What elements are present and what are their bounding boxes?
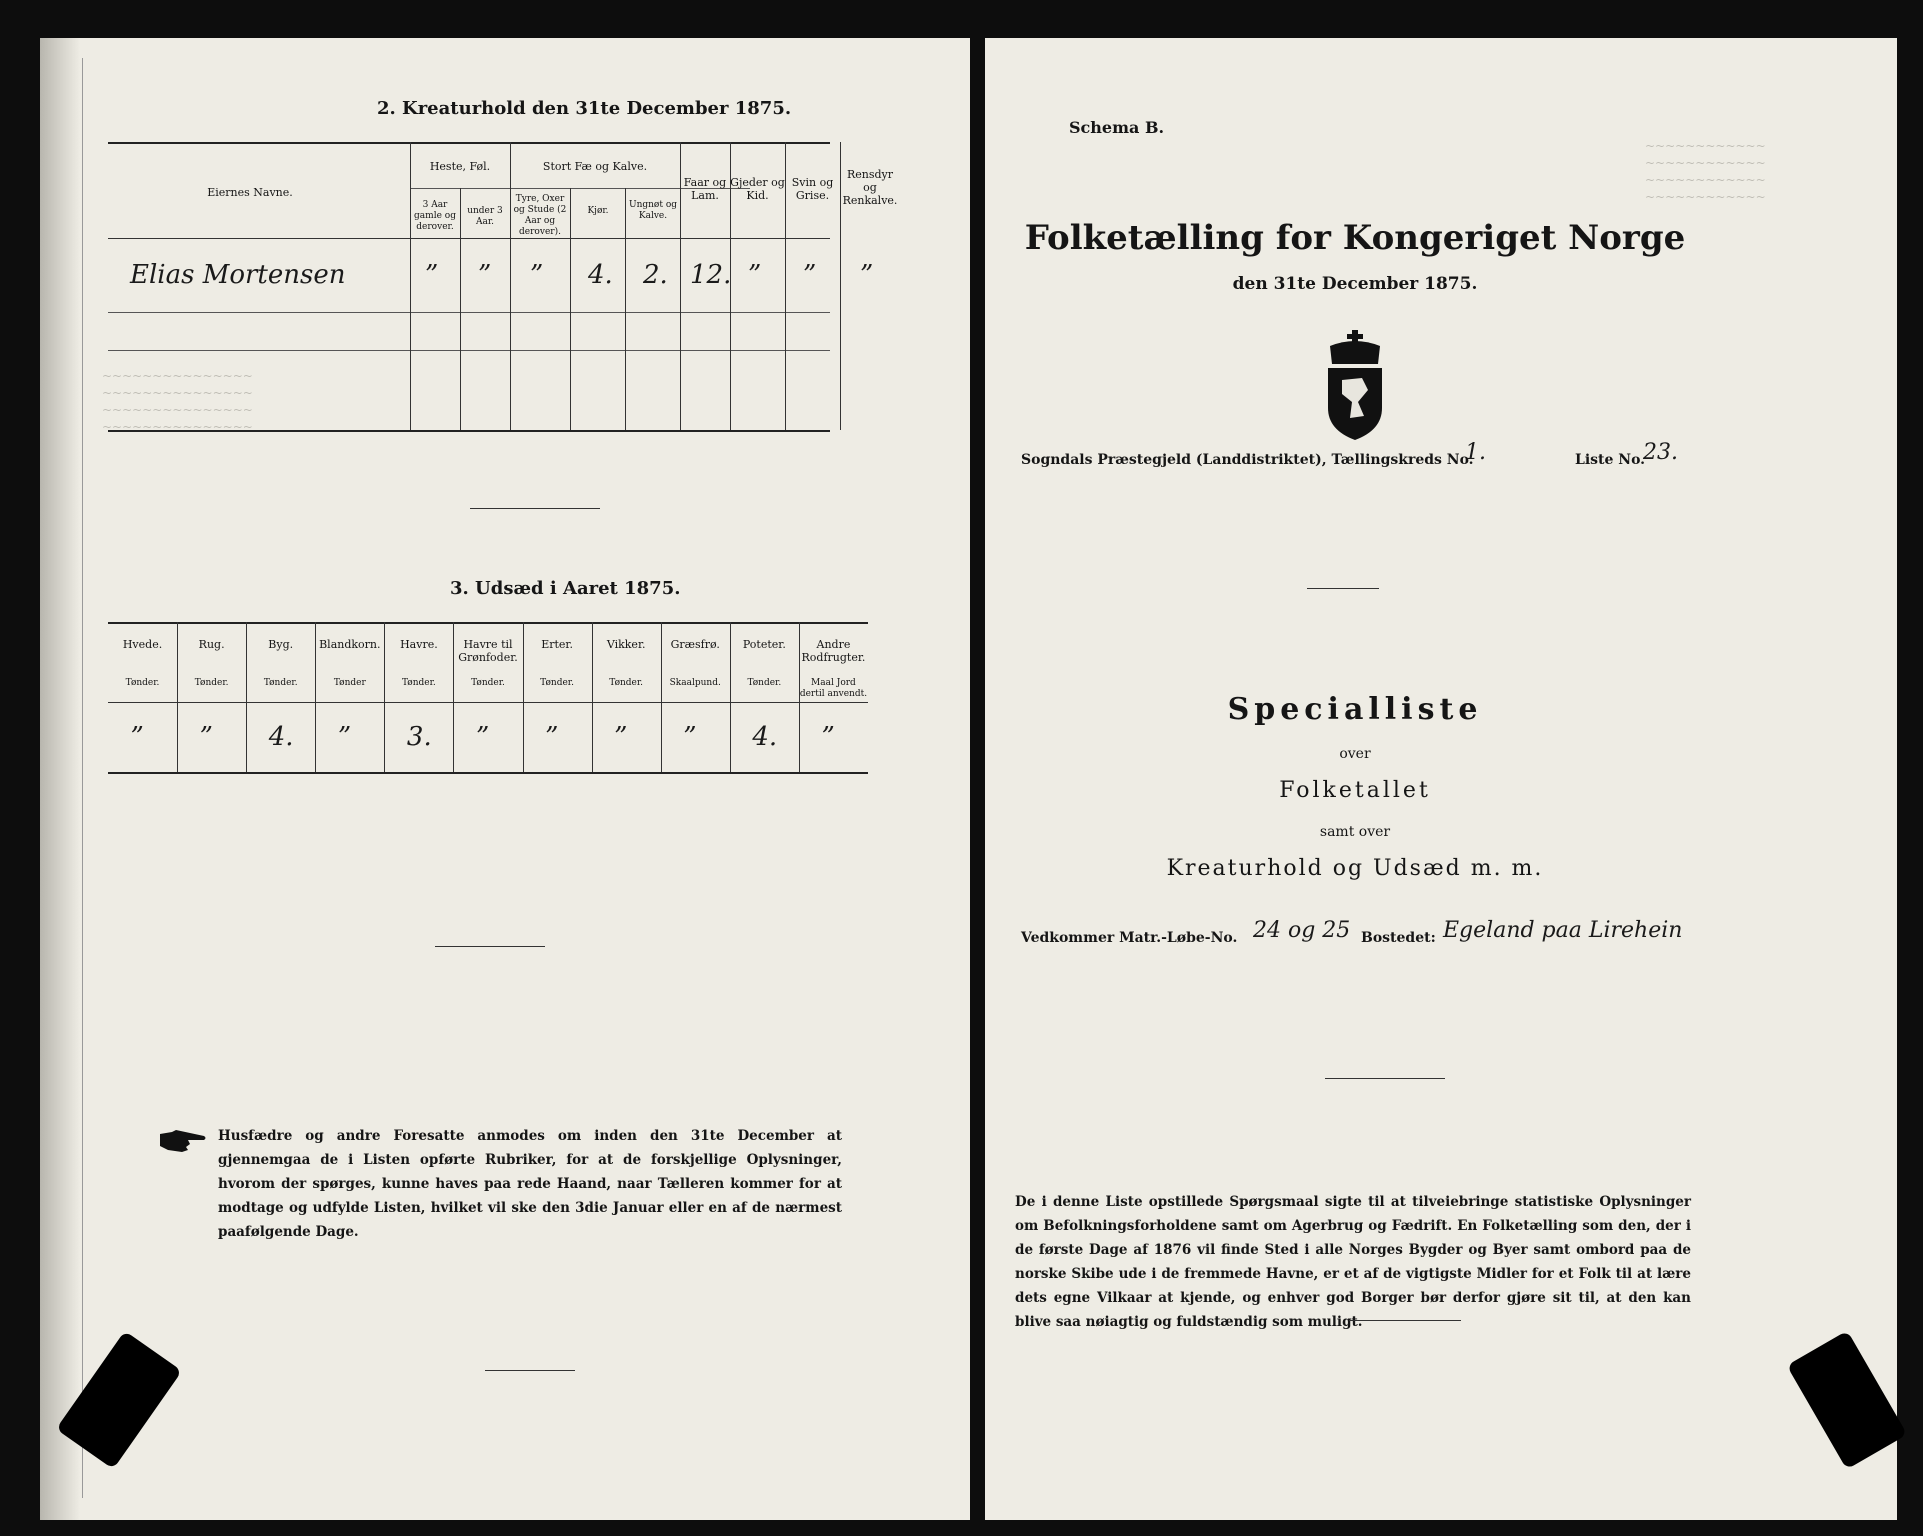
cell-reindeer: ” <box>860 260 874 290</box>
seed-header: Havre. <box>400 638 438 651</box>
header-pigs: Svin og Grise. <box>791 176 834 202</box>
kreaturhold-label: Kreaturhold og Udsæd m. m. <box>1166 856 1544 881</box>
header-owner: Eiernes Navne. <box>207 186 293 199</box>
cell-calves: 2. <box>643 260 668 290</box>
header-horses-young: under 3 Aar. <box>467 206 503 227</box>
folketallet-label: Folketallet <box>1279 778 1431 803</box>
cell-goats: ” <box>748 260 762 290</box>
row-line <box>108 350 830 351</box>
page-fold-line <box>82 58 83 1498</box>
table-top-rule <box>108 622 868 624</box>
cell-horses-old: ” <box>425 260 439 290</box>
seed-unit: Tønder. <box>471 678 505 688</box>
seed-header: Andre Rodfrugter. <box>801 638 866 664</box>
notice-text: Husfædre og andre Foresatte anmodes om inden den 31te December at gjennemgaa de i Listen opførte Rubriker, for at de forskjellige Oplysninger, hvorom der spørges, kunne haves paa rede Haand, naar Tælleren kommer for at modtage og udfylde Listen, hvilket vil ske den 3die Januar eller en af de nærmest paafølgende Dage. <box>218 1128 842 1240</box>
header-sheep: Faar og Lam. <box>683 176 727 202</box>
cell-pigs: ” <box>803 260 817 290</box>
seed-value: 4. <box>268 722 294 752</box>
seed-unit: Tønder. <box>194 678 229 688</box>
samt-over-label: samt over <box>1319 824 1391 840</box>
col-divider <box>510 142 511 430</box>
cell-bulls: ” <box>530 260 544 290</box>
subheader-line <box>410 188 575 189</box>
seed-value: ” <box>545 722 559 752</box>
table-bottom-rule <box>108 772 868 774</box>
seed-value: ” <box>683 722 697 752</box>
owner-name: Elias Mortensen <box>130 260 346 290</box>
page-edge-shadow <box>40 38 80 1520</box>
header-calves: Ungnøt og Kalve. <box>628 200 677 221</box>
seed-unit: Tønder. <box>540 678 574 688</box>
divider-rule <box>485 1370 575 1371</box>
district-number: 1. <box>1465 440 1486 465</box>
district-label: Sogndals Præstegjeld (Landdistriktet), Tællingskreds No. <box>1021 452 1474 468</box>
seed-unit: Tønder. <box>402 678 436 688</box>
seed-value: ” <box>614 722 628 752</box>
seed-unit: Skaalpund. <box>669 678 721 688</box>
seed-header: Rug. <box>198 638 225 651</box>
page-title: Folketælling for Kongeriget Norge <box>1024 218 1686 258</box>
col-divider <box>460 188 461 430</box>
seed-value: ” <box>130 722 144 752</box>
over-label: over <box>1339 746 1371 762</box>
divider-rule <box>470 508 600 509</box>
coat-of-arms-icon <box>1322 330 1388 440</box>
left-page <box>40 38 970 1520</box>
bosted-value: Egeland paa Lirehein <box>1443 918 1683 943</box>
col-divider <box>410 142 411 430</box>
footer-text: De i denne Liste opstillede Spørgsmaal sigte til at tilveiebringe statistiske Oplysninger om Befolkningsforholdene samt om Agerbrug og Fædrift. En Folketælling som den, der i de første Dage af 1876 vil finde Sted i alle Norges Bygder og Byer samt ombord paa de norske Skibe ude i de fremmede Havne, er et af de vigtigste Midler for et Folk til at lære dets egne Vilkaar at kjende, og enhver god Borger bør derfor gjøre sit til, at den kan blive saa nøiagtig og fuldstændig som muligt. <box>1015 1194 1691 1330</box>
row-line <box>108 312 830 313</box>
seed-header: Erter. <box>541 638 573 651</box>
seed-value: 4. <box>752 722 778 752</box>
divider-rule <box>1349 1320 1461 1321</box>
matr-label: Vedkommer Matr.-Løbe-No. <box>1021 930 1238 946</box>
divider-rule <box>1307 588 1379 589</box>
table-top-rule <box>108 142 830 144</box>
list-label: Liste No. <box>1575 452 1646 468</box>
header-bottom-rule <box>108 238 830 239</box>
seed-header: Vikker. <box>606 638 646 651</box>
seed-unit: Tønder <box>333 678 366 688</box>
seed-value: ” <box>821 722 835 752</box>
cell-cows: 4. <box>588 260 613 290</box>
seed-header: Hvede. <box>122 638 163 651</box>
divider-rule <box>435 946 545 947</box>
seed-unit: Tønder. <box>125 678 160 688</box>
header-horses: Heste, Føl. <box>429 160 491 173</box>
list-number: 23. <box>1643 440 1678 465</box>
table-bottom-rule <box>108 430 830 432</box>
divider-rule <box>1325 1078 1445 1079</box>
header-bulls: Tyre, Oxer og Stude (2 Aar og derover). <box>513 194 567 237</box>
section2-title: 2. Kreaturhold den 31te December 1875. <box>377 98 792 119</box>
header-cattle: Stort Fæ og Kalve. <box>542 160 648 173</box>
header-bottom-rule <box>108 702 868 703</box>
col-divider <box>625 188 626 430</box>
seed-header: Poteter. <box>742 638 786 651</box>
seed-value: 3. <box>406 722 432 752</box>
bleed-through-text: ~~~~~~~~~~~~ ~~~~~~~~~~~~ ~~~~~~~~~~~~ ~~~~~~~~~~~~ <box>1645 139 1766 204</box>
header-horses-old: 3 Aar gamle og derover. <box>414 200 456 232</box>
seed-header: Græsfrø. <box>670 638 720 651</box>
seed-value: ” <box>337 722 352 752</box>
seed-value: ” <box>476 722 490 752</box>
schema-label: Schema B. <box>1069 118 1165 137</box>
pointing-hand-icon <box>158 1128 208 1154</box>
col-divider <box>570 188 571 430</box>
header-reindeer: Rensdyr og Renkalve. <box>842 168 898 207</box>
special-title: Specialliste <box>1227 692 1483 727</box>
seed-unit: Tønder. <box>263 678 298 688</box>
bosted-label: Bostedet: <box>1361 930 1436 946</box>
section3-title: 3. Udsæd i Aaret 1875. <box>450 578 681 599</box>
seed-header: Havre til Grønfoder. <box>458 638 518 664</box>
seed-header: Byg. <box>268 638 294 651</box>
cell-sheep: 12. <box>690 260 732 290</box>
seed-value: ” <box>199 722 213 752</box>
bleed-through-text: ~~~~~~~~~~~~~~~ ~~~~~~~~~~~~~~~ ~~~~~~~~~~~~~~~ ~~~~~~~~~~~~~~~ <box>102 369 253 434</box>
seed-header: Blandkorn. <box>319 638 381 651</box>
header-cows: Kjør. <box>587 206 609 216</box>
seed-unit: Tønder. <box>609 678 644 688</box>
seed-unit: Tønder. <box>747 678 782 688</box>
header-goats: Gjeder og Kid. <box>730 176 785 202</box>
page-date: den 31te December 1875. <box>1232 274 1478 294</box>
right-page <box>985 38 1897 1520</box>
cell-horses-young: ” <box>478 260 492 290</box>
matr-value: 24 og 25 <box>1253 918 1351 943</box>
seed-unit: Maal Jord dertil anvendt. <box>799 678 868 699</box>
